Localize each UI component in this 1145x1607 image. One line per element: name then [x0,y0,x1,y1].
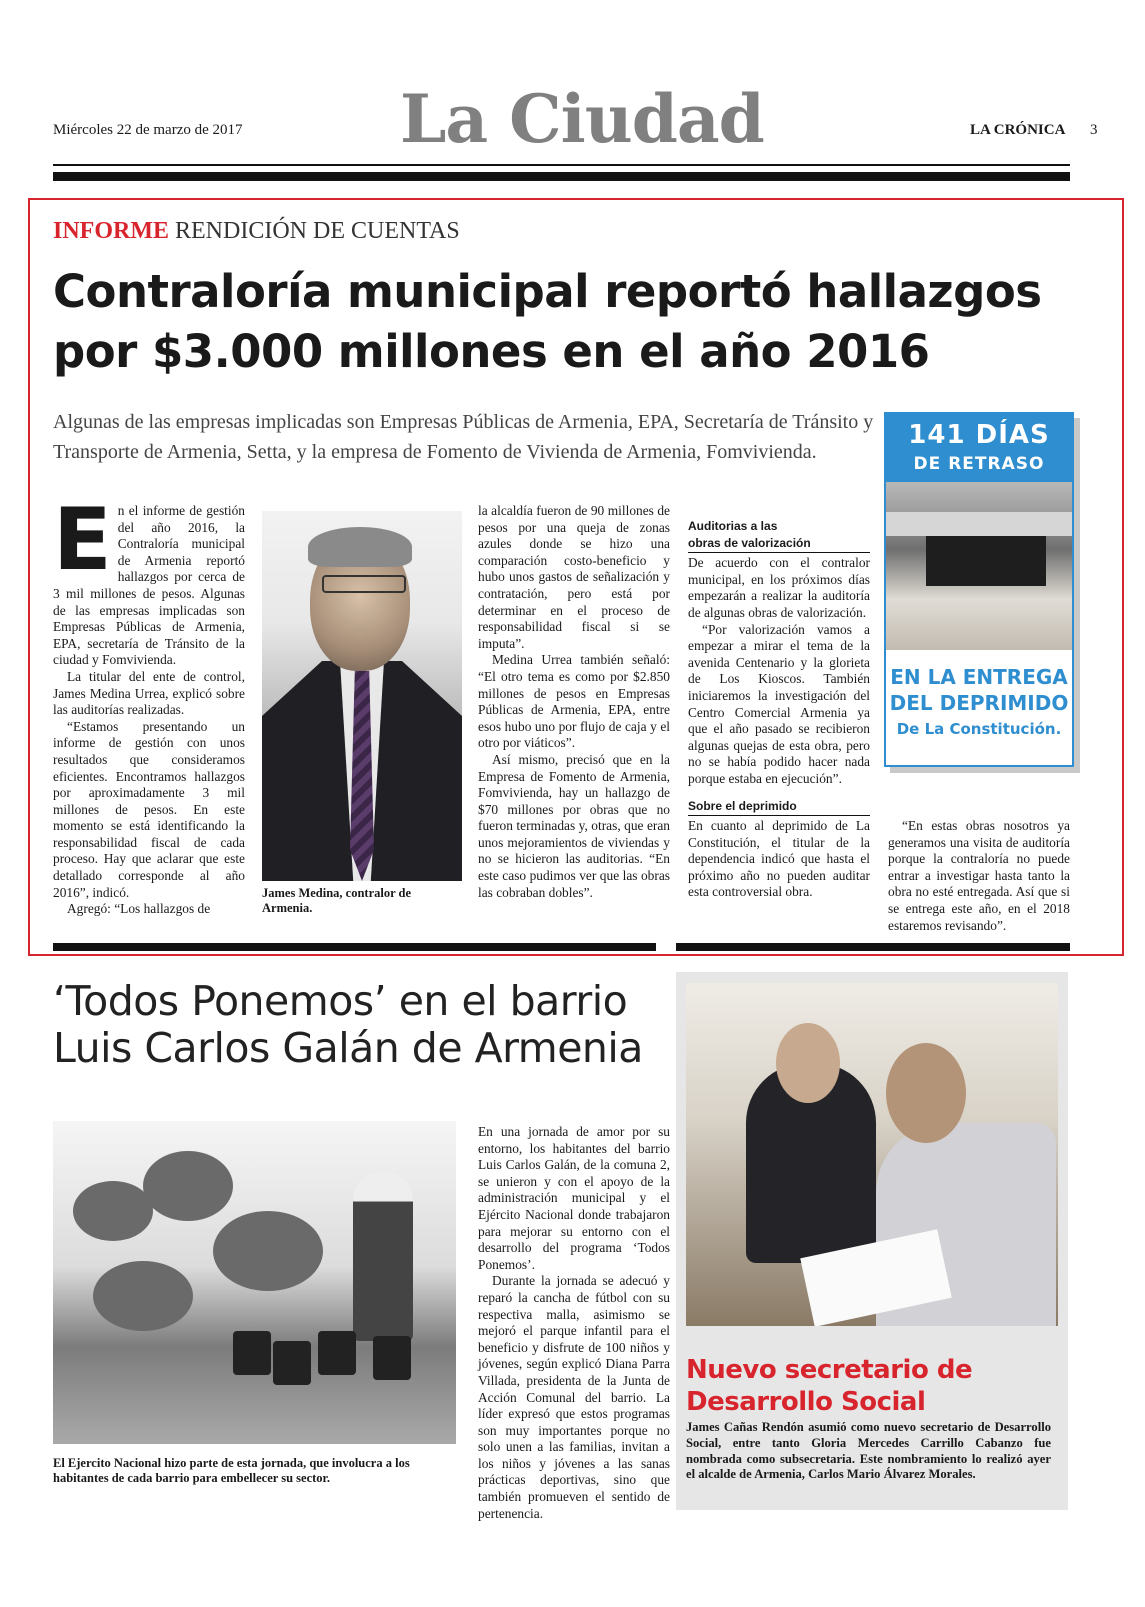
headline-line: por $3.000 millones en el año 2016 [53,325,930,378]
section-title: La Ciudad [400,80,764,158]
story3-headline [686,1354,1066,1418]
drop-cap: E [53,490,112,590]
paragraph: Medina Urrea también señaló: “El otro tema es como por $2.850 millones de pesos en Empresas Públicas de Armenia, EPA, entre esos hubo uno por flujo de caja y el otro por viáticos”. [478,652,670,751]
callout-text-line: EN LA ENTREGA [890,665,1068,689]
paragraph: “En estas obras nosotros ya generamos una visita de auditoría porque la contraloría no puede entrar a investigar hasta tanto la obra no esté entregada. Así que si se entrega este año, en el 2018 estaremos revisando”. [888,818,1070,933]
page-number: 3 [1090,122,1098,138]
contralor-photo [262,511,462,881]
delay-callout-box [884,412,1074,767]
story-column-3 [688,518,870,901]
appointment-photo [686,983,1058,1326]
deprimido-photo [886,482,1072,650]
main-headline [53,262,1123,382]
callout-days: 141 DÍAS [908,420,1050,450]
story-column-2 [478,503,670,901]
subsection-title: Sobre el deprimido [688,798,870,817]
subsection-title [688,518,870,553]
story2-column [478,1124,670,1522]
callout-text-line: DEL DEPRIMIDO [889,691,1069,715]
paragraph: la alcaldía fueron de 90 millones de pesos por una queja de zonas azules donde se hizo una comparación costo-beneficio y hubo unos gastos de señalización y contratación, pero está por determinar en el proceso de responsabilidad fiscal si se imputa”. [478,503,670,651]
story-kicker [53,218,460,245]
paragraph: En una jornada de amor por su entorno, los habitantes del barrio Luis Carlos Galán, de la comuna 2, se unieron y con el apoyo de la administración municipal y el Ejército Nacional donde trabajaron para mejorar su entorno con el desarrollo del programa ‘Todos Ponemos’. [478,1124,670,1272]
header-rule-thin [53,164,1070,166]
newspaper-name: LA CRÓNICA [970,122,1066,138]
story2-headline [53,978,673,1072]
story3-body: James Cañas Rendón asumió como nuevo secretario de Desarrollo Social, entre tanto Gloria Mercedes Carrillo Cabanzo fue nombrada como subsecretaria. Este nombramiento lo realizó ayer el alcalde de Armenia, Carlos Mario Álvarez Morales. [686,1420,1051,1482]
issue-date: Miércoles 22 de marzo de 2017 [53,122,243,138]
headline-line: Desarrollo Social [686,1387,926,1417]
paragraph: n el informe de gestión del año 2016, la Contraloría municipal de Armenia reportó hallazgos por cerca de 3 mil millones de pesos. Algunas de las empresas implicadas son Empresas Públicas de Armenia, EPA, secretaría de Tránsito de la ciudad y Fomvivienda. [53,503,245,668]
callout-delay: DE RETRASO [913,454,1045,474]
headline-line: Luis Carlos Galán de Armenia [53,1024,643,1072]
kicker-label: INFORME [53,218,169,244]
paragraph: “Estamos presentando un informe de gestión con unos resultados que consideramos eficientes. Encontramos hallazgos por aproximadamente 3 mil millones de pesos. En este momento se está identificando la responsabilidad fiscal de cada proceso. Hay que aclarar que este detallado corresponde al año 2016”, indicó. [53,718,245,900]
subsection-title-line: Auditorias a las [688,519,778,533]
paragraph: Así mismo, precisó que en la Empresa de Fomento de Armenia, Fomvivienda, hay un hallazgo de $70 millones por obras que no fueron terminadas y, otras, que eran unos mejoramientos de viviendas y no se hicieron las auditorias. “En este caso pudimos ver que las obras las cobraban dobles”. [478,751,670,900]
paragraph: De acuerdo con el contralor municipal, en los próximos días empezarán a realizar la auditoría de algunas obras de valorización. [688,555,870,620]
headline-line: ‘Todos Ponemos’ en el barrio [53,977,628,1025]
main-subhead: Algunas de las empresas implicadas son Empresas Públicas de Armenia, EPA, Secretaría de Tránsito y Transporte de Armenia, Setta, y la empresa de Fomento de Vivienda de Armenia, Fomvivienda. [53,411,874,463]
photo-caption: James Medina, contralor de Armenia. [262,886,412,915]
callout-text [886,664,1072,716]
section-rule-left [53,943,656,951]
todos-ponemos-photo [53,1121,456,1444]
paragraph: “Por valorización vamos a empezar a mirar el tema de la avenida Centenario y la glorieta de Los Kioscos. También iniciaremos la investigación del Centro Comercial Armenia ya que el año pasado se recibieron algunas quejas de esta obra, pero no se había podido hacer nada porque estaba en ejecución”. [688,621,870,786]
section-rule-right [676,943,1070,951]
headline-line: Contraloría municipal reportó hallazgos [53,265,1042,318]
paragraph: La titular del ente de control, James Medina Urrea, explicó sobre las auditorías realizadas. [53,668,245,718]
kicker-topic: RENDICIÓN DE CUENTAS [175,218,460,244]
subsection-title-line: obras de valorización [688,535,811,550]
story-column-4 [888,818,1070,934]
photo-caption: El Ejercito Nacional hizo parte de esta jornada, que involucra a los habitantes de cada barrio para embellecer su sector. [53,1456,410,1485]
header-rule-thick [53,172,1070,181]
story-column-1 [53,490,245,918]
headline-line: Nuevo secretario de [686,1355,973,1385]
paragraph: Durante la jornada se adecuó y reparó la cancha de fútbol con su respectiva malla, asimismo se mejoró el parque infantil para el beneficio y disfrute de 100 niños y jóvenes, según explicó Diana Parra Villada, presidenta de la Junta de Acción Comunal del barrio. La líder expresó que estos programas son muy importantes porque no solo unen a las familias, invitan a los niños y jóvenes a las sanas prácticas deportivas, sino que también promueven el sentido de pertenencia. [478,1273,670,1521]
callout-subtext: De La Constitución. [896,720,1062,738]
paragraph: En cuanto al deprimido de La Constitución, el titular de la dependencia indicó que hasta el próximo año no pueden auditar esta controversial obra. [688,818,870,900]
paragraph: Agregó: “Los hallazgos de [67,901,211,917]
